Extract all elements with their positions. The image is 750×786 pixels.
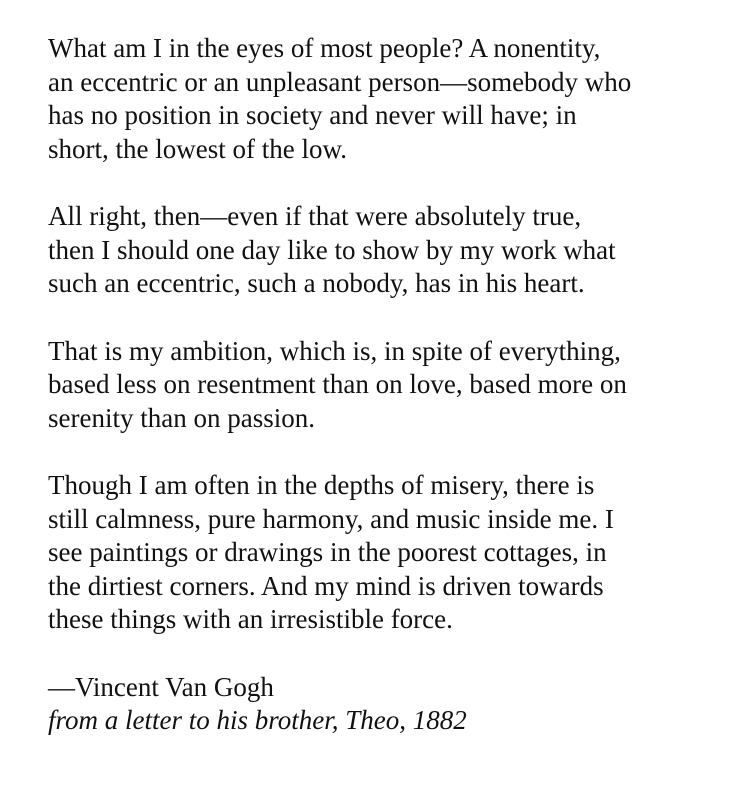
- attribution: [48, 671, 728, 738]
- quote-block: [48, 32, 728, 738]
- quote-line: That is my ambition, which is, in spite of everything,: [48, 335, 621, 366]
- quote-line: serenity than on passion.: [48, 402, 315, 433]
- quote-line: such an eccentric, such a nobody, has in his heart.: [48, 268, 585, 298]
- attribution-source: from a letter to his brother, Theo, 1882: [48, 705, 467, 735]
- attribution-author: —Vincent Van Gogh: [48, 671, 274, 702]
- quote-line: short, the lowest of the low.: [48, 133, 347, 164]
- quote-line: Though I am often in the depths of misery, there is: [48, 470, 595, 500]
- quote-line: has no position in society and never will have; in: [48, 100, 577, 130]
- quote-line: these things with an irresistible force.: [48, 604, 453, 634]
- quote-paragraph-4: [48, 469, 728, 637]
- quote-line: an eccentric or an unpleasant person—somebody who: [48, 66, 632, 97]
- quote-paragraph-2: [48, 200, 728, 301]
- quote-line: the dirtiest corners. And my mind is driven towards: [48, 570, 604, 601]
- quote-line: then I should one day like to show by my work what: [48, 234, 616, 265]
- quote-paragraph-3: [48, 335, 728, 436]
- quote-line: based less on resentment than on love, based more on: [48, 369, 627, 399]
- quote-line: All right, then—even if that were absolutely true,: [48, 201, 582, 231]
- quote-paragraph-1: [48, 32, 728, 166]
- quote-line: see paintings or drawings in the poorest cottages, in: [48, 537, 607, 567]
- quote-line: What am I in the eyes of most people? A nonentity,: [48, 33, 601, 63]
- quote-line: still calmness, pure harmony, and music inside me. I: [48, 503, 614, 534]
